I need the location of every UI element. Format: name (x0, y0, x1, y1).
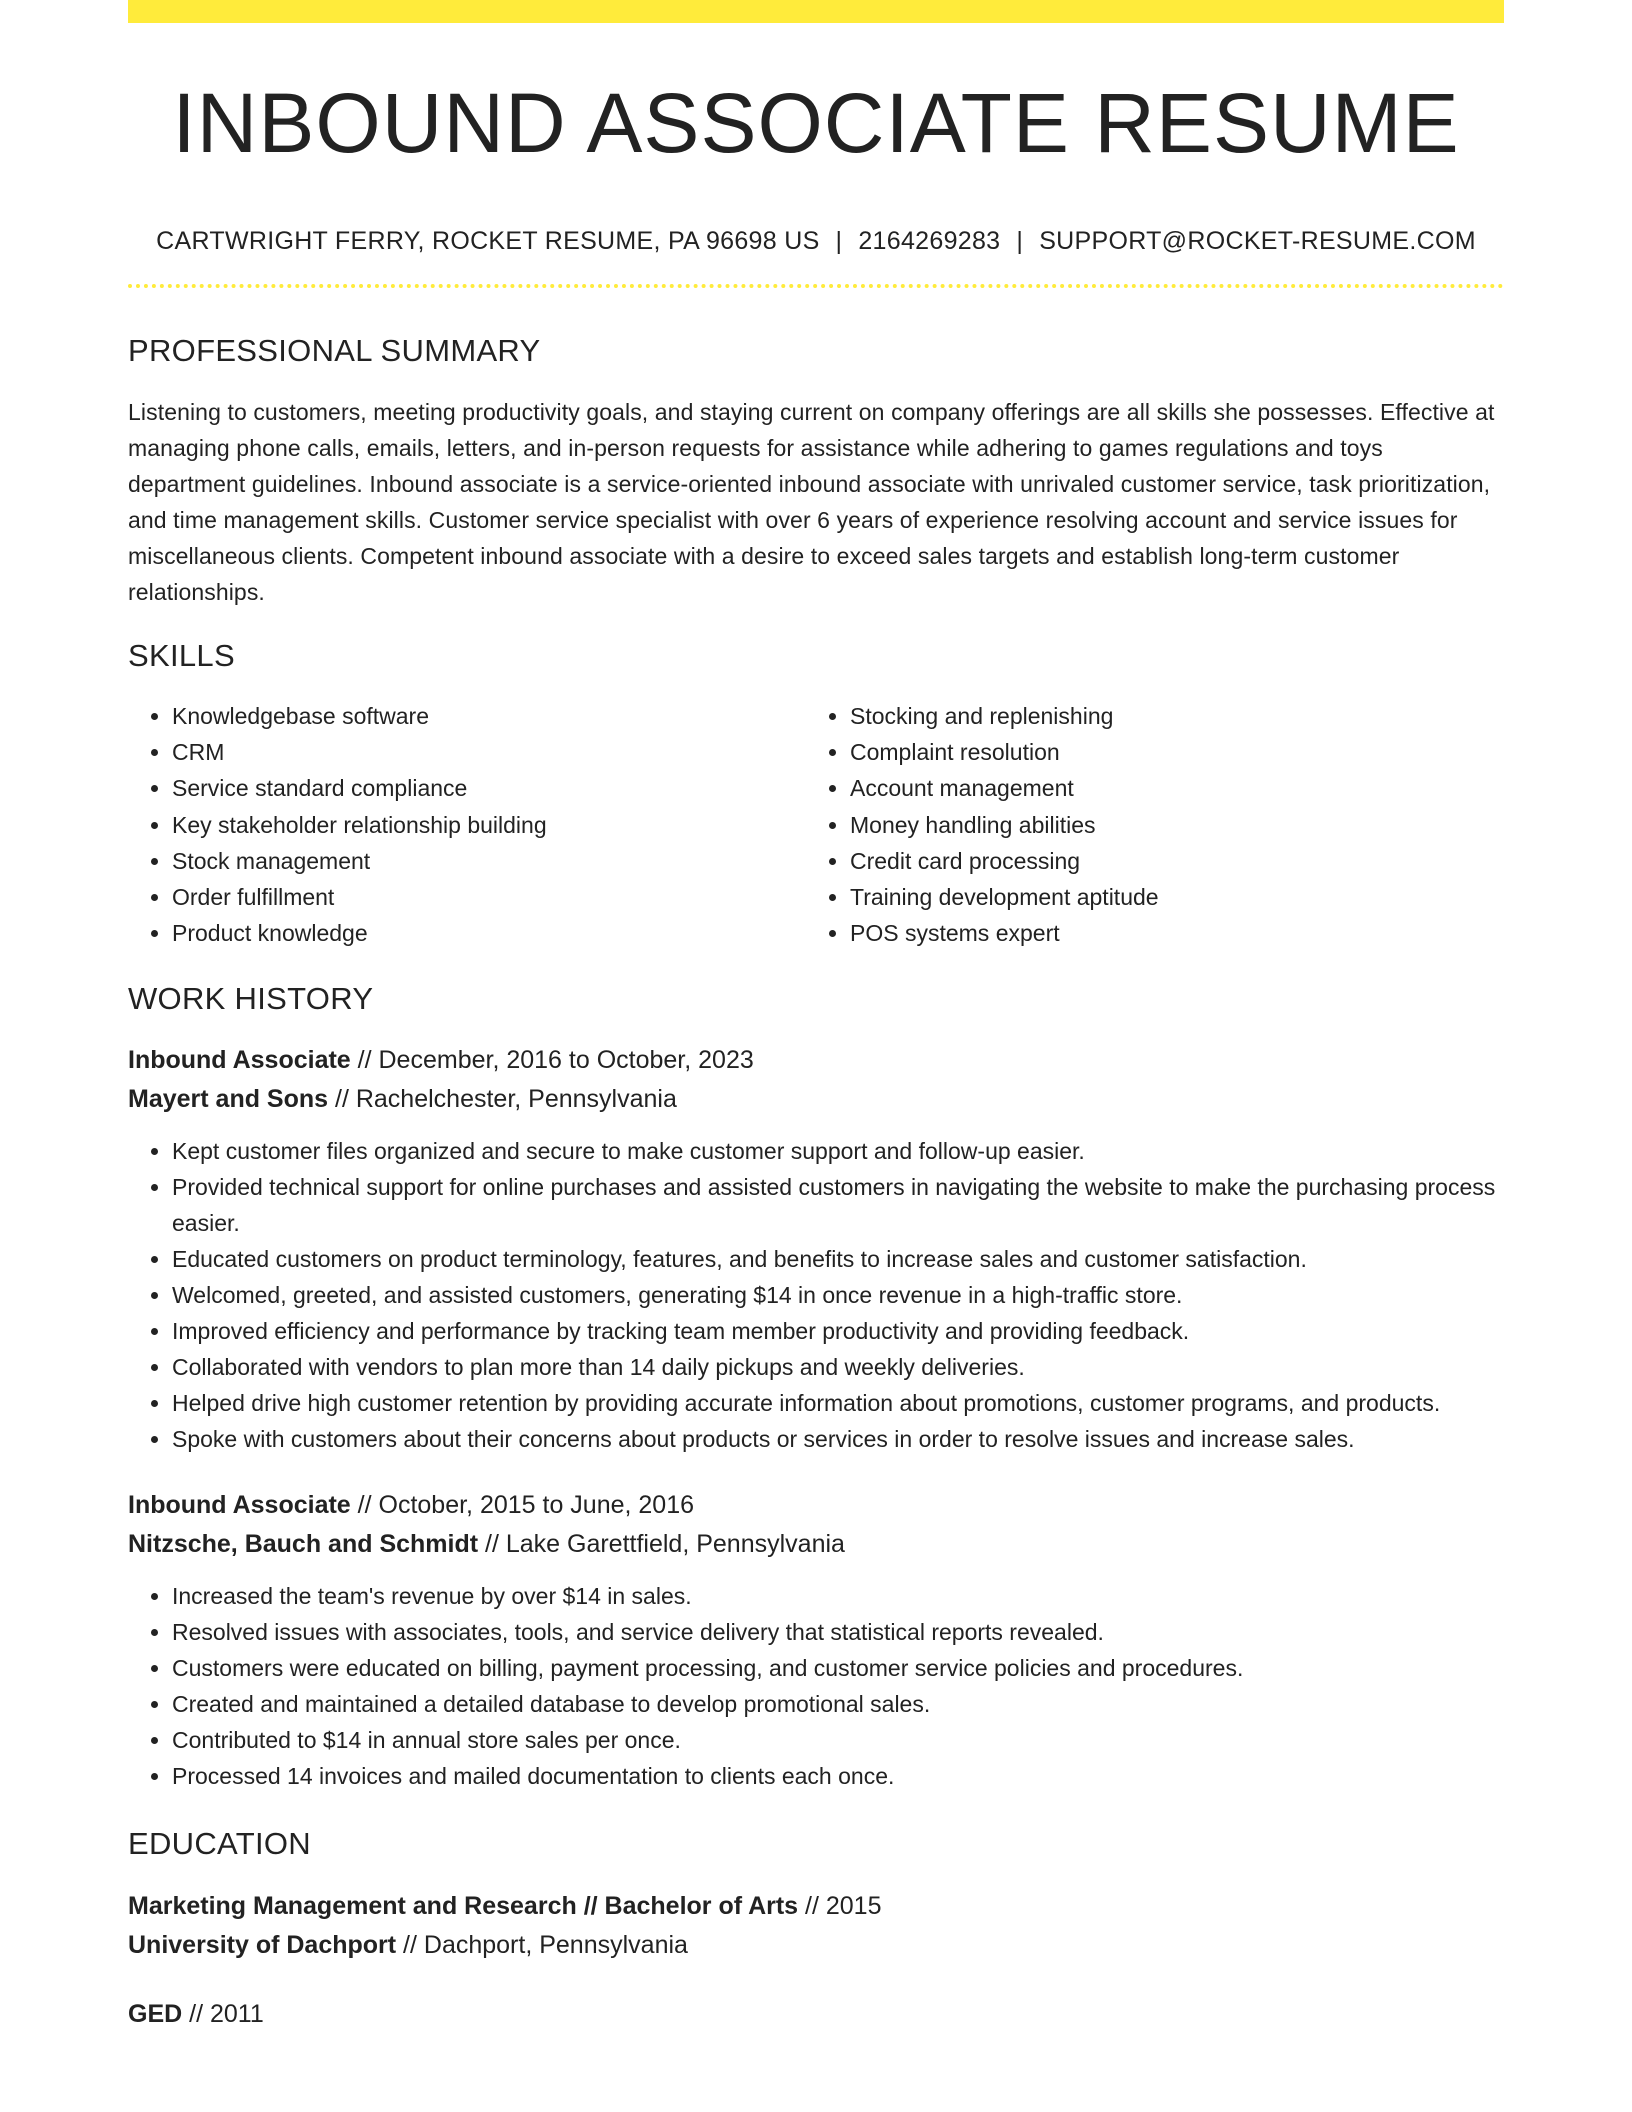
job-company: Nitzsche, Bauch and Schmidt (128, 1530, 479, 1559)
skill-item: • Key stakeholder relationship building (172, 807, 806, 843)
skill-item: • Stocking and replenishing (850, 698, 1504, 734)
contact-address: CARTWRIGHT FERRY, ROCKET RESUME, PA 96698 US (156, 227, 820, 255)
job-bullet: • Increased the team's revenue by over $14 in sales. (172, 1578, 1504, 1614)
skill-item: • Stock management (172, 843, 806, 879)
contact-separator: | (1016, 227, 1024, 255)
job-role: Inbound Associate (128, 1046, 351, 1075)
education-location: // Dachport, Pennsylvania (396, 1931, 688, 1960)
resume-title: INBOUND ASSOCIATE RESUME (172, 76, 1460, 170)
job-bullet: • Created and maintained a detailed database to develop promotional sales. (172, 1686, 1504, 1722)
education-school: University of Dachport (128, 1931, 397, 1960)
skill-item: • Product knowledge (172, 915, 806, 951)
top-accent-bar (128, 0, 1504, 23)
job-bullet: • Kept customer files organized and secure to make customer support and follow-up easier. (172, 1133, 1504, 1169)
job-company: Mayert and Sons (128, 1085, 329, 1114)
skill-item: • Knowledgebase software (172, 698, 806, 734)
skills-list-right (806, 698, 1504, 951)
contact-line (128, 229, 1504, 255)
skill-item: • Account management (850, 770, 1504, 806)
work-history-heading: WORK HISTORY (128, 981, 374, 1017)
job-bullet: • Collaborated with vendors to plan more than 14 daily pickups and weekly deliveries. (172, 1349, 1504, 1385)
education-entry (128, 1995, 1504, 2034)
job-dates: // October, 2015 to June, 2016 (350, 1491, 695, 1520)
resume-page (128, 0, 1504, 2034)
job-bullet: • Provided technical support for online purchases and assisted customers in navigating the website to make the purchasing process easier. (172, 1169, 1504, 1241)
education-degree: Marketing Management and Research // Bachelor of Arts (128, 1892, 799, 1921)
education-school-line (128, 1926, 1504, 1965)
skills-heading: SKILLS (128, 638, 235, 673)
job-location: // Rachelchester, Pennsylvania (328, 1085, 677, 1114)
job-bullet: • Welcomed, greeted, and assisted customers, generating $14 in once revenue in a high-traffic store. (172, 1277, 1504, 1313)
skill-item: • Money handling abilities (850, 807, 1504, 843)
contact-separator: | (835, 227, 843, 255)
education-year: // 2015 (798, 1892, 882, 1921)
job-bullet: • Processed 14 invoices and mailed documentation to clients each once. (172, 1758, 1504, 1794)
job-dates: // December, 2016 to October, 2023 (350, 1046, 754, 1075)
skill-item: • Complaint resolution (850, 734, 1504, 770)
education-heading: EDUCATION (128, 1826, 311, 1862)
job-bullets (128, 1133, 1504, 1457)
education-year: // 2011 (182, 2000, 264, 2029)
job-bullet: • Customers were educated on billing, payment processing, and customer service policies and procedures. (172, 1650, 1504, 1686)
skill-item: • Service standard compliance (172, 770, 806, 806)
job-entry (128, 1486, 1504, 1794)
job-title-line (128, 1041, 1504, 1080)
job-bullet: • Resolved issues with associates, tools, and service delivery that statistical reports revealed. (172, 1614, 1504, 1650)
education-entry (128, 1887, 1504, 1965)
skill-item: • Credit card processing (850, 843, 1504, 879)
job-role: Inbound Associate (128, 1491, 351, 1520)
dotted-divider (128, 284, 1504, 288)
job-title-line (128, 1486, 1504, 1525)
job-bullet: • Helped drive high customer retention by providing accurate information about promotions, customer programs, and products. (172, 1385, 1504, 1421)
education-degree: GED (128, 2000, 183, 2029)
job-entry (128, 1041, 1504, 1457)
skills-grid (128, 698, 1504, 951)
skill-item: • Order fulfillment (172, 879, 806, 915)
summary-heading: PROFESSIONAL SUMMARY (128, 333, 541, 368)
job-company-line (128, 1080, 1504, 1119)
job-bullet: • Improved efficiency and performance by tracking team member productivity and providing feedback. (172, 1313, 1504, 1349)
job-bullets (128, 1578, 1504, 1794)
job-bullet: • Spoke with customers about their concerns about products or services in order to resolve issues and increase sales. (172, 1421, 1504, 1457)
education-degree-line (128, 1995, 1504, 2034)
job-location: // Lake Garettfield, Pennsylvania (478, 1530, 845, 1559)
skills-list-left (128, 698, 806, 951)
job-bullet: • Contributed to $14 in annual store sales per once. (172, 1722, 1504, 1758)
summary-text: Listening to customers, meeting productivity goals, and staying current on company offerings are all skills she possesses. Effective at managing phone calls, emails, letters, and in-person requests for assistance while adhering to games regulations and toys department guidelines. Inbound associate is a service-oriented inbound associate with unrivaled customer service, task prioritization, and time management skills. Customer service specialist with over 6 years of experience resolving account and service issues for miscellaneous clients. Competent inbound associate with a desire to exceed sales targets and establish long-term customer relationships. (128, 399, 1495, 605)
job-bullet: • Educated customers on product terminology, features, and benefits to increase sales and customer satisfaction. (172, 1241, 1504, 1277)
skill-item: • POS systems expert (850, 915, 1504, 951)
skill-item: • Training development aptitude (850, 879, 1504, 915)
contact-phone: 2164269283 (858, 227, 1001, 255)
job-company-line (128, 1525, 1504, 1564)
education-degree-line (128, 1887, 1504, 1926)
skill-item: • CRM (172, 734, 806, 770)
contact-email: SUPPORT@ROCKET-RESUME.COM (1039, 227, 1476, 255)
